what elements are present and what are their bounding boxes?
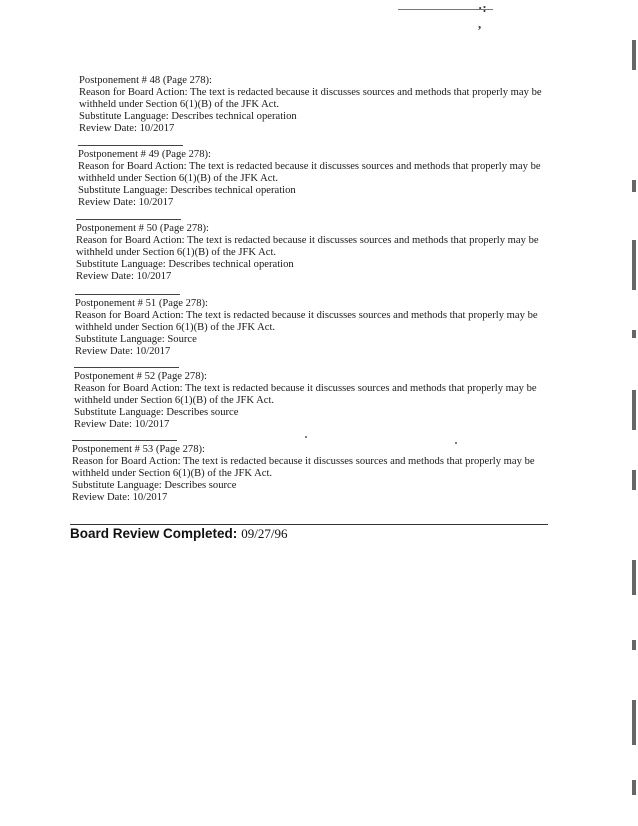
postponement-heading: Postponement # 52 (Page 278): xyxy=(74,371,207,382)
review-date: Review Date: 10/2017 xyxy=(74,418,170,430)
board-review-completed xyxy=(70,526,288,542)
review-date: Review Date: 10/2017 xyxy=(72,491,168,503)
separator-line xyxy=(75,294,180,295)
postponement-entry xyxy=(74,367,544,431)
reason-text-continued: withheld under Section 6(1)(B) of the JFK Act. xyxy=(74,394,275,406)
postponement-heading: Postponement # 48 (Page 278): xyxy=(79,75,212,86)
scan-blot: ·: , xyxy=(478,0,487,31)
reason-text-continued: withheld under Section 6(1)(B) of the JFK Act. xyxy=(79,98,280,110)
reason-text: Reason for Board Action: The text is redacted because it discusses sources and methods that properly may be xyxy=(74,382,537,394)
postponement-entry xyxy=(78,145,548,209)
review-date: Review Date: 10/2017 xyxy=(76,270,172,282)
reason-text-continued: withheld under Section 6(1)(B) of the JFK Act. xyxy=(76,246,277,258)
substitute-language: Substitute Language: Describes technical operation xyxy=(76,258,294,270)
review-date: Review Date: 10/2017 xyxy=(78,196,174,208)
postponement-entry xyxy=(76,219,546,283)
scan-right-edge xyxy=(628,0,638,826)
substitute-language: Substitute Language: Describes source xyxy=(74,406,239,418)
reason-text: Reason for Board Action: The text is redacted because it discusses sources and methods that properly may be xyxy=(78,160,541,172)
reason-text-continued: withheld under Section 6(1)(B) of the JFK Act. xyxy=(72,467,273,479)
postponement-heading: Postponement # 50 (Page 278): xyxy=(76,223,209,234)
review-date: Review Date: 10/2017 xyxy=(75,345,171,357)
footer-divider xyxy=(70,524,548,525)
reason-text: Reason for Board Action: The text is redacted because it discusses sources and methods that properly may be xyxy=(76,234,539,246)
reason-text-continued: withheld under Section 6(1)(B) of the JFK Act. xyxy=(75,321,276,333)
postponement-heading: Postponement # 49 (Page 278): xyxy=(78,149,211,160)
review-date: Review Date: 10/2017 xyxy=(79,122,175,134)
scan-speck xyxy=(455,442,457,444)
reason-text: Reason for Board Action: The text is redacted because it discusses sources and methods that properly may be xyxy=(72,455,535,467)
postponement-entry xyxy=(79,75,549,135)
separator-line xyxy=(72,440,177,441)
substitute-language: Substitute Language: Source xyxy=(75,333,197,345)
separator-line xyxy=(74,367,179,368)
substitute-language: Substitute Language: Describes technical operation xyxy=(78,184,296,196)
reason-text: Reason for Board Action: The text is redacted because it discusses sources and methods that properly may be xyxy=(79,86,542,98)
reason-text: Reason for Board Action: The text is redacted because it discusses sources and methods that properly may be xyxy=(75,309,538,321)
separator-line xyxy=(76,219,181,220)
postponement-entry xyxy=(75,294,545,358)
postponement-heading: Postponement # 51 (Page 278): xyxy=(75,298,208,309)
postponement-heading: Postponement # 53 (Page 278): xyxy=(72,444,205,455)
substitute-language: Substitute Language: Describes technical operation xyxy=(79,110,297,122)
board-review-label: Board Review Completed: xyxy=(70,526,238,541)
separator-line xyxy=(78,145,183,146)
postponement-entry xyxy=(72,440,542,504)
board-review-date: 09/27/96 xyxy=(241,526,288,541)
reason-text-continued: withheld under Section 6(1)(B) of the JFK Act. xyxy=(78,172,279,184)
scan-speck xyxy=(305,436,307,438)
substitute-language: Substitute Language: Describes source xyxy=(72,479,237,491)
scan-top-mark xyxy=(398,0,493,31)
